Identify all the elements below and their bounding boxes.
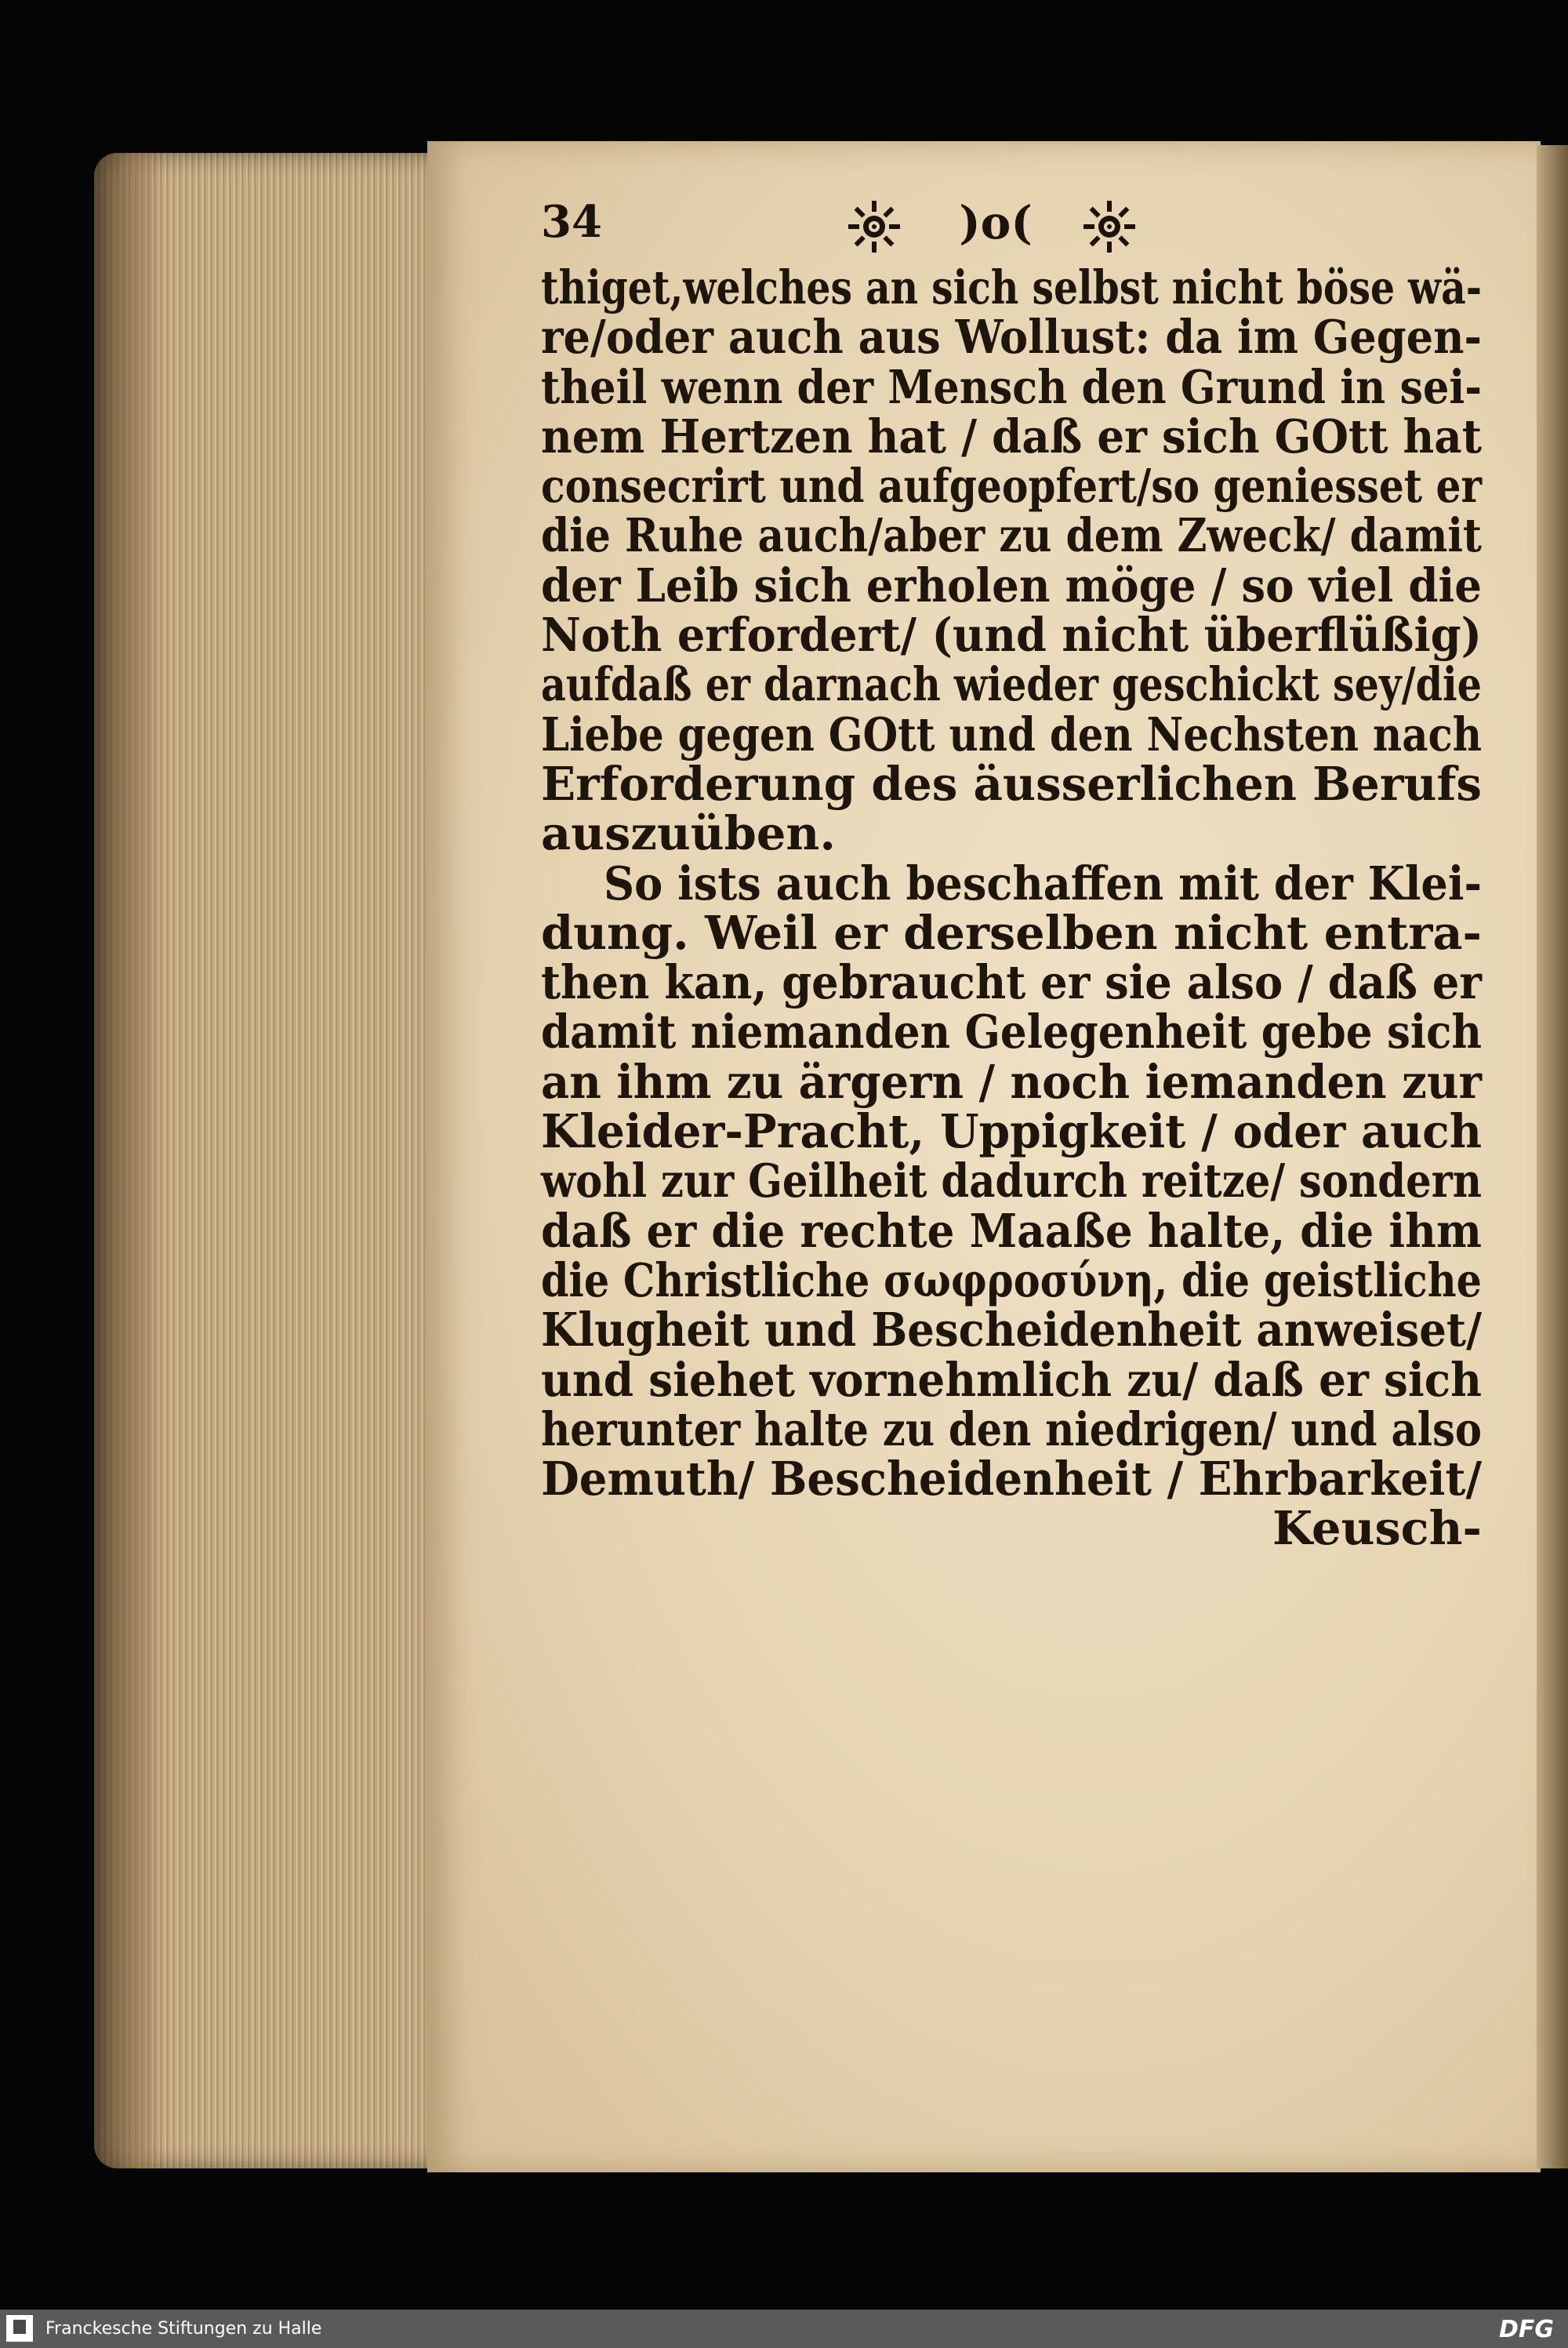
text-line: dung. Weil er derselben nicht entra- [541, 905, 1482, 960]
text-line: consecrirt und aufgeopfert/so geniesset er [541, 459, 1482, 514]
institution-name: Franckesche Stiftungen zu Halle [45, 2319, 322, 2339]
text-line: auszuüben. [541, 806, 836, 861]
text-line: der Leib sich erholen möge / so viel die [541, 558, 1482, 612]
text-line: theil wenn der Mensch den Grund in sei- [541, 359, 1482, 414]
ornament-center: )o( [959, 196, 1033, 249]
page-body-text [541, 260, 1482, 1556]
header-ornament [847, 196, 1145, 259]
rosette-right-icon [1082, 199, 1137, 254]
text-line: und siehet vornehmlich zu/ daß er sich [541, 1352, 1482, 1407]
text-line: then kan, gebraucht er sie also / daß er [541, 955, 1482, 1010]
facing-page-edge [1537, 145, 1568, 2168]
page-number: 34 [541, 196, 602, 248]
text-line: wohl zur Geilheit dadurch reitze/ sondern [541, 1154, 1482, 1209]
text-line: Demuth/ Bescheidenheit / Ehrbarkeit/ [541, 1452, 1482, 1507]
text-line: Kleider-Pracht, Uppigkeit / oder auch [541, 1104, 1482, 1159]
institution-logo-icon [6, 2315, 33, 2342]
text-line: die Christliche σωφροσύνη, die geistliche [541, 1252, 1482, 1307]
viewer-footer [0, 2310, 1568, 2348]
text-line: re/oder auch aus Wollust: da im Gegen- [541, 310, 1482, 365]
text-line: thiget,welches an sich selbst nicht böse wä- [541, 260, 1482, 314]
text-line: Erforderung des äusserlichen Berufs [541, 756, 1482, 811]
paragraph-start-line: So ists auch beschaffen mit der Klei- [604, 856, 1482, 910]
text-line: herunter halte zu den niedrigen/ und also [541, 1401, 1482, 1456]
text-line: Klugheit und Bescheidenheit anweiset/ [541, 1303, 1482, 1358]
text-line: die Ruhe auch/aber zu dem Zweck/ damit [541, 508, 1482, 563]
dfg-logo: DFG [1498, 2316, 1554, 2343]
text-line: an ihm zu ärgern / noch iemanden zur [541, 1054, 1482, 1109]
page-block-shadow [94, 153, 165, 2168]
institution-logo-mark [13, 2320, 26, 2334]
text-line: Noth erfordert/ (und nicht überflüßig) [541, 608, 1482, 663]
text-line: damit niemanden Gelegenheit gebe sich [541, 1005, 1482, 1060]
text-line: aufdaß er darnach wieder geschickt sey/die [541, 657, 1482, 712]
text-line: Liebe gegen GOtt und den Nechsten nach [541, 707, 1482, 761]
rosette-left-icon [847, 199, 902, 254]
text-line: daß er die rechte Maaße halte, die ihm [541, 1203, 1482, 1258]
running-head [541, 196, 1482, 259]
text-line: nem Hertzen hat / daß er sich GOtt hat [541, 409, 1482, 463]
catchword: Keusch- [1272, 1501, 1482, 1556]
